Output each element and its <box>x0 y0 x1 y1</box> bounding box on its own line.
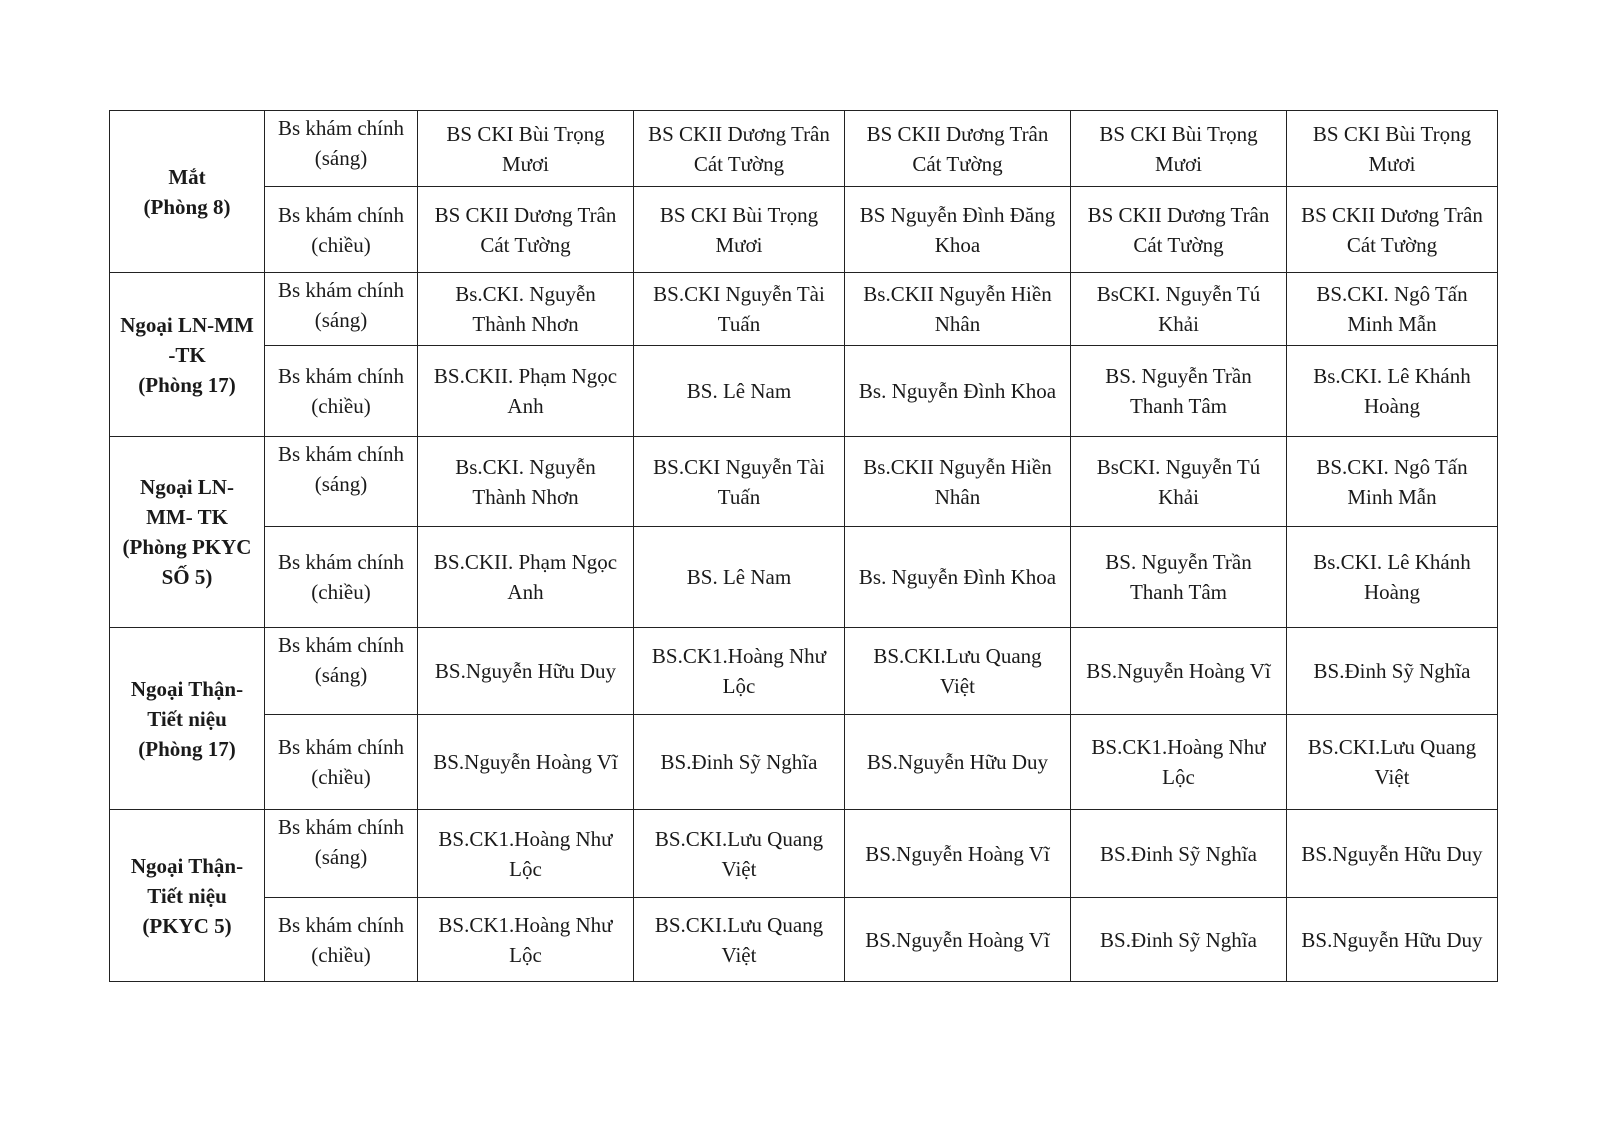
doctor-cell: BS.Nguyễn Hoàng Vĩ <box>418 715 634 810</box>
doctor-cell: BS.CKI. Ngô Tấn Minh Mẫn <box>1287 437 1498 527</box>
doctor-cell: Bs.CKI. Lê Khánh Hoàng <box>1287 346 1498 437</box>
table-row <box>110 437 1498 527</box>
shift-cell: Bs khám chính (sáng) <box>265 273 418 346</box>
doctor-cell: BS.CK1.Hoàng Như Lộc <box>418 810 634 898</box>
doctor-cell: Bs.CKI. Lê Khánh Hoàng <box>1287 527 1498 628</box>
doctor-cell: BS.CKI.Lưu Quang Việt <box>634 898 845 982</box>
department-cell: Ngoại LN-MM -TK (Phòng 17) <box>110 273 265 437</box>
table-row <box>110 628 1498 715</box>
doctor-cell: BS.CK1.Hoàng Như Lộc <box>1071 715 1287 810</box>
doctor-cell: BS. Lê Nam <box>634 346 845 437</box>
doctor-cell: BS.Nguyễn Hữu Duy <box>845 715 1071 810</box>
doctor-cell: Bs. Nguyễn Đình Khoa <box>845 527 1071 628</box>
doctor-cell: BS CKII Dương Trân Cát Tường <box>418 187 634 273</box>
doctor-cell: BS.Đinh Sỹ Nghĩa <box>634 715 845 810</box>
shift-cell: Bs khám chính (sáng) <box>265 111 418 187</box>
shift-cell: Bs khám chính (chiều) <box>265 898 418 982</box>
schedule-table <box>109 110 1498 982</box>
doctor-cell: BS.CKI.Lưu Quang Việt <box>1287 715 1498 810</box>
doctor-cell: BS CKII Dương Trân Cát Tường <box>1287 187 1498 273</box>
department-cell: Ngoại Thận- Tiết niệu (PKYC 5) <box>110 810 265 982</box>
doctor-cell: BS.CKI. Ngô Tấn Minh Mẫn <box>1287 273 1498 346</box>
doctor-cell: BS CKII Dương Trân Cát Tường <box>634 111 845 187</box>
doctor-cell: BS CKI Bùi Trọng Mươi <box>1071 111 1287 187</box>
table-row <box>110 527 1498 628</box>
table-row <box>110 273 1498 346</box>
doctor-cell: BS. Lê Nam <box>634 527 845 628</box>
doctor-cell: BS.Nguyễn Hữu Duy <box>1287 898 1498 982</box>
doctor-cell: BS.CK1.Hoàng Như Lộc <box>634 628 845 715</box>
doctor-cell: BS.Nguyễn Hữu Duy <box>1287 810 1498 898</box>
table-row <box>110 187 1498 273</box>
doctor-cell: BS.CKII. Phạm Ngọc Anh <box>418 527 634 628</box>
doctor-cell: BS CKI Bùi Trọng Mươi <box>418 111 634 187</box>
doctor-cell: BS.CKII. Phạm Ngọc Anh <box>418 346 634 437</box>
doctor-cell: BS CKI Bùi Trọng Mươi <box>1287 111 1498 187</box>
doctor-cell: BS.Đinh Sỹ Nghĩa <box>1071 810 1287 898</box>
doctor-cell: BS.CK1.Hoàng Như Lộc <box>418 898 634 982</box>
doctor-cell: BS.Đinh Sỹ Nghĩa <box>1071 898 1287 982</box>
doctor-cell: BS.Nguyễn Hữu Duy <box>418 628 634 715</box>
shift-cell: Bs khám chính (chiều) <box>265 346 418 437</box>
table-row <box>110 898 1498 982</box>
table-row <box>110 810 1498 898</box>
doctor-cell: BS.CKI Nguyễn Tài Tuấn <box>634 273 845 346</box>
shift-cell: Bs khám chính (chiều) <box>265 527 418 628</box>
doctor-cell: BS. Nguyễn Trần Thanh Tâm <box>1071 527 1287 628</box>
doctor-cell: BS.Nguyễn Hoàng Vĩ <box>1071 628 1287 715</box>
doctor-cell: BS.CKI.Lưu Quang Việt <box>845 628 1071 715</box>
doctor-cell: BS.CKI.Lưu Quang Việt <box>634 810 845 898</box>
doctor-cell: Bs.CKI. Nguyễn Thành Nhơn <box>418 437 634 527</box>
table-row <box>110 346 1498 437</box>
doctor-cell: Bs. Nguyễn Đình Khoa <box>845 346 1071 437</box>
shift-cell: Bs khám chính (sáng) <box>265 628 418 715</box>
department-cell: Ngoại LN- MM- TK (Phòng PKYC SỐ 5) <box>110 437 265 628</box>
doctor-cell: BsCKI. Nguyễn Tú Khải <box>1071 273 1287 346</box>
shift-cell: Bs khám chính (chiều) <box>265 187 418 273</box>
department-cell: Mắt (Phòng 8) <box>110 111 265 273</box>
shift-cell: Bs khám chính (sáng) <box>265 437 418 527</box>
doctor-cell: Bs.CKII Nguyễn Hiền Nhân <box>845 273 1071 346</box>
shift-cell: Bs khám chính (sáng) <box>265 810 418 898</box>
doctor-cell: BsCKI. Nguyễn Tú Khải <box>1071 437 1287 527</box>
doctor-cell: Bs.CKI. Nguyễn Thành Nhơn <box>418 273 634 346</box>
doctor-cell: BS Nguyễn Đình Đăng Khoa <box>845 187 1071 273</box>
doctor-cell: BS.Nguyễn Hoàng Vĩ <box>845 810 1071 898</box>
doctor-cell: BS.CKI Nguyễn Tài Tuấn <box>634 437 845 527</box>
doctor-cell: BS.Nguyễn Hoàng Vĩ <box>845 898 1071 982</box>
shift-cell: Bs khám chính (chiều) <box>265 715 418 810</box>
doctor-cell: BS CKI Bùi Trọng Mươi <box>634 187 845 273</box>
table-row <box>110 715 1498 810</box>
doctor-cell: BS. Nguyễn Trần Thanh Tâm <box>1071 346 1287 437</box>
table-row <box>110 111 1498 187</box>
doctor-cell: Bs.CKII Nguyễn Hiền Nhân <box>845 437 1071 527</box>
doctor-cell: BS CKII Dương Trân Cát Tường <box>1071 187 1287 273</box>
department-cell: Ngoại Thận- Tiết niệu (Phòng 17) <box>110 628 265 810</box>
doctor-cell: BS CKII Dương Trân Cát Tường <box>845 111 1071 187</box>
doctor-cell: BS.Đinh Sỹ Nghĩa <box>1287 628 1498 715</box>
